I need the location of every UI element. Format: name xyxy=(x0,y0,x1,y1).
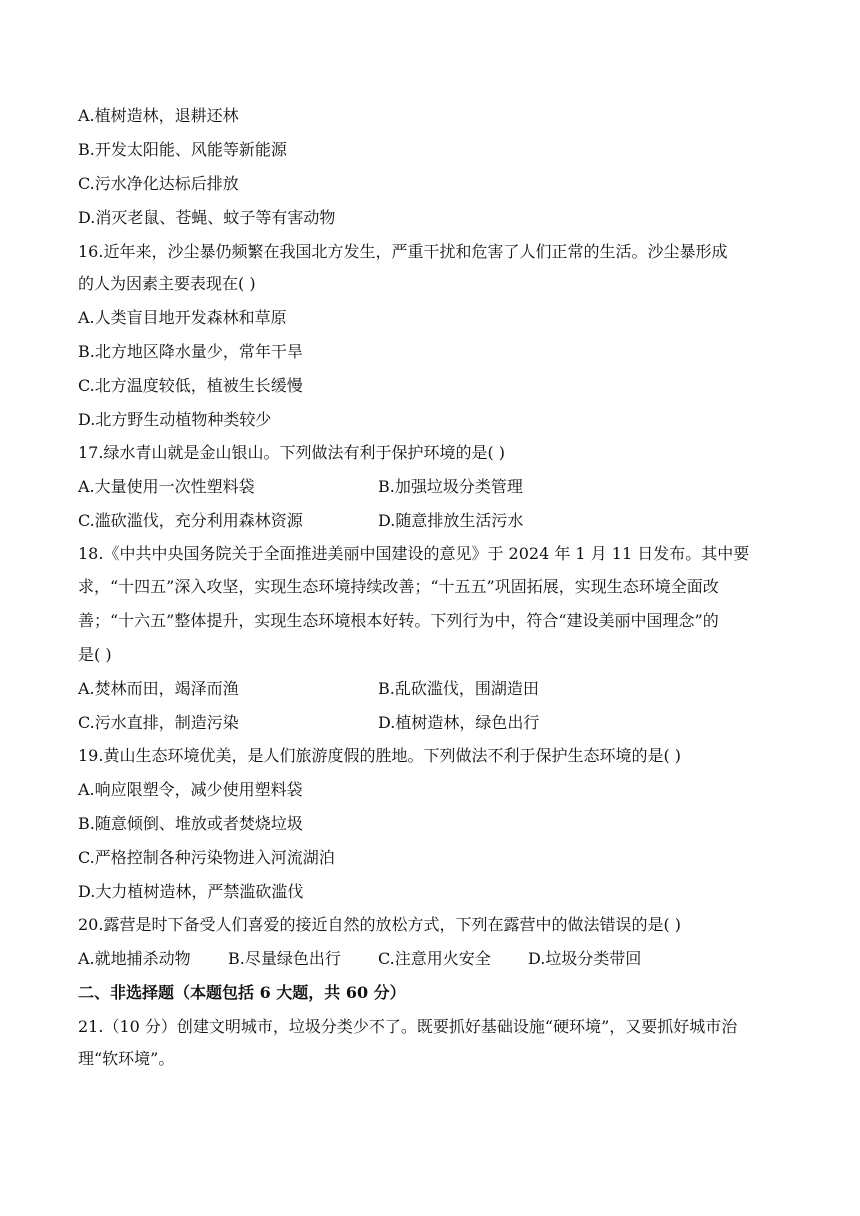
q18-stem-line-1: 18.《中共中央国务院关于全面推进美丽中国建设的意见》于 2024 年 1 月 11 日发布。其中要 xyxy=(78,544,750,563)
q18-option-a: A.焚林而田，竭泽而渔 xyxy=(78,679,239,698)
q18-stem-line-3: 善；“十六五”整体提升，实现生态环境根本好转。下列行为中，符合“建设美丽中国理念”的 xyxy=(78,611,719,630)
q17-option-c: C.滥砍滥伐，充分利用森林资源 xyxy=(78,511,303,530)
section-2-heading: 二、非选择题（本题包括 6 大题，共 60 分） xyxy=(78,983,406,1002)
q16-option-d: D.北方野生动植物种类较少 xyxy=(78,410,272,429)
q15-option-b: B.开发太阳能、风能等新能源 xyxy=(78,140,287,159)
q18-option-c: C.污水直排，制造污染 xyxy=(78,713,239,732)
q19-option-c: C.严格控制各种污染物进入河流湖泊 xyxy=(78,848,335,867)
q17-option-b: B.加强垃圾分类管理 xyxy=(378,477,523,496)
q20-option-d: D.垃圾分类带回 xyxy=(528,949,642,968)
q19-option-a: A.响应限塑令，减少使用塑料袋 xyxy=(78,780,303,799)
q18-stem-line-2: 求，“十四五”深入攻坚，实现生态环境持续改善；“十五五”巩固拓展，实现生态环境全面改 xyxy=(78,577,719,596)
q21-stem-line-2: 理“软环境”。 xyxy=(78,1049,175,1068)
q18-option-b: B.乱砍滥伐，围湖造田 xyxy=(378,679,539,698)
q16-option-a: A.人类盲目地开发森林和草原 xyxy=(78,308,287,327)
q16-stem-line-2: 的人为因素主要表现在( ) xyxy=(78,274,256,293)
q16-option-b: B.北方地区降水量少，常年干旱 xyxy=(78,342,303,361)
q17-option-a: A.大量使用一次性塑料袋 xyxy=(78,477,255,496)
q20-stem: 20.露营是时下备受人们喜爱的接近自然的放松方式，下列在露营中的做法错误的是( ) xyxy=(78,915,682,934)
q16-option-c: C.北方温度较低，植被生长缓慢 xyxy=(78,376,303,395)
q19-stem: 19.黄山生态环境优美，是人们旅游度假的胜地。下列做法不利于保护生态环境的是( ) xyxy=(78,746,682,765)
q15-option-d: D.消灭老鼠、苍蝇、蚊子等有害动物 xyxy=(78,208,336,227)
q21-stem-line-1: 21.（10 分）创建文明城市，垃圾分类少不了。既要抓好基础设施“硬环境”，又要抓好城市治 xyxy=(78,1017,738,1036)
q19-option-b: B.随意倾倒、堆放或者焚烧垃圾 xyxy=(78,814,303,833)
q15-option-c: C.污水净化达标后排放 xyxy=(78,174,239,193)
q18-stem-line-4: 是( ) xyxy=(78,645,112,664)
q18-option-d: D.植树造林，绿色出行 xyxy=(378,713,540,732)
q20-option-a: A.就地捕杀动物 xyxy=(78,949,191,968)
q17-stem: 17.绿水青山就是金山银山。下列做法有利于保护环境的是( ) xyxy=(78,443,506,462)
q20-option-b: B.尽量绿色出行 xyxy=(228,949,341,968)
q15-option-a: A.植树造林，退耕还林 xyxy=(78,106,239,125)
q20-option-c: C.注意用火安全 xyxy=(378,949,491,968)
q19-option-d: D.大力植树造林，严禁滥砍滥伐 xyxy=(78,882,304,901)
q16-stem-line-1: 16.近年来，沙尘暴仍频繁在我国北方发生，严重干扰和危害了人们正常的生活。沙尘暴形成 xyxy=(78,242,728,261)
q17-option-d: D.随意排放生活污水 xyxy=(378,511,524,530)
